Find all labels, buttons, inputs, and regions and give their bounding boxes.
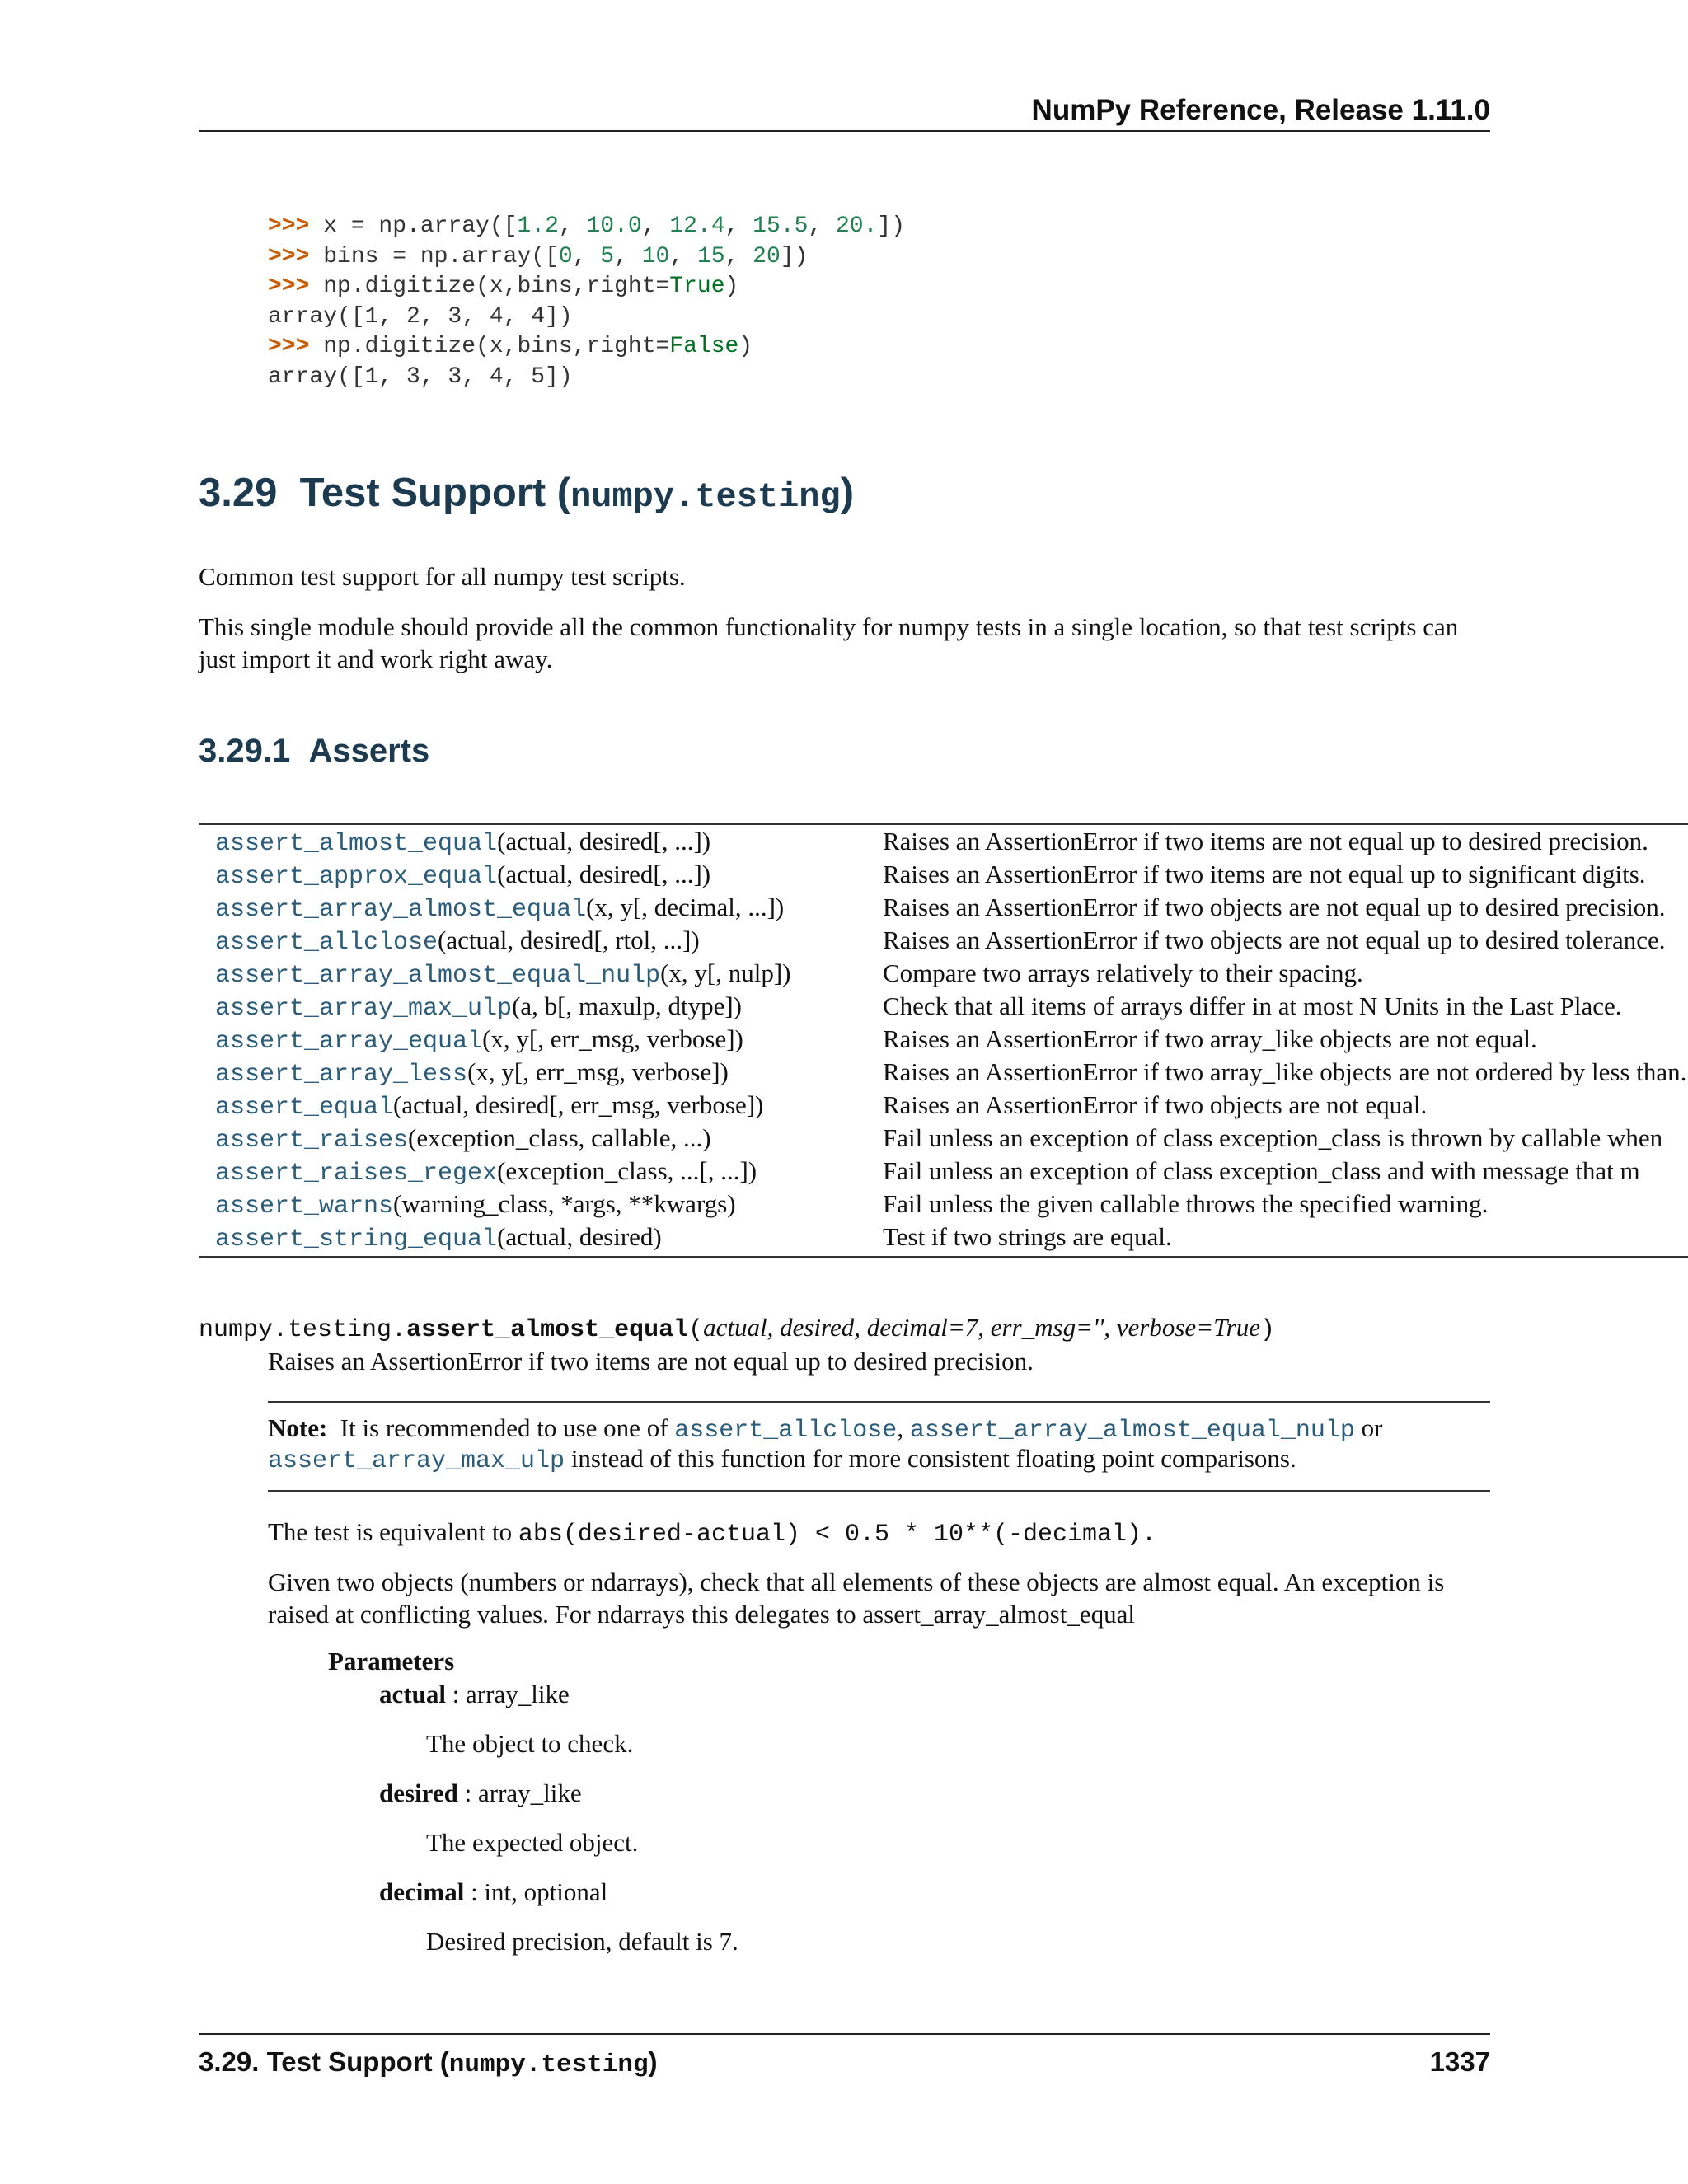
code-text: , xyxy=(572,243,601,269)
code-example xyxy=(268,212,905,393)
code-text: ]) xyxy=(877,213,906,239)
code-line xyxy=(268,332,905,363)
note-link-allclose[interactable]: assert_allclose xyxy=(674,1417,898,1445)
function-args: (actual, desired[, ...]) xyxy=(497,860,711,888)
equivalence-code: abs(desired-actual) < 0.5 * 10**(-decimal). xyxy=(518,1521,1157,1549)
code-text: , xyxy=(724,243,753,269)
signature-params: actual, desired, decimal=7, err_msg='', verbose=True xyxy=(703,1313,1260,1342)
note-label: Note: xyxy=(268,1413,328,1442)
section-intro: Common test support for all numpy test scripts. xyxy=(199,562,686,591)
section-heading xyxy=(199,466,854,523)
equivalence-label: The test is equivalent to xyxy=(268,1517,518,1546)
code-number: 1.2 xyxy=(517,213,559,239)
note-text: or xyxy=(1354,1413,1383,1442)
function-link[interactable]: assert_array_less xyxy=(215,1061,468,1089)
code-keyword: True xyxy=(669,274,725,300)
signature-close: ) xyxy=(1259,1316,1275,1344)
function-desc: Test if two strings are equal. xyxy=(883,1222,1172,1251)
param-name: actual xyxy=(379,1680,446,1708)
function-desc: Check that all items of arrays differ in at most N Units in the Last Place. xyxy=(883,991,1622,1020)
code-text: ) xyxy=(738,334,753,360)
function-args: (warning_class, *args, **kwargs) xyxy=(393,1189,736,1218)
function-args: (x, y[, nulp]) xyxy=(660,958,791,987)
parameters-heading: Parameters xyxy=(328,1647,455,1675)
signature-open: ( xyxy=(688,1316,704,1344)
signature-name: assert_almost_equal xyxy=(406,1316,689,1344)
section-title: Test Support ( xyxy=(299,471,571,515)
note-sep: , xyxy=(897,1413,910,1442)
function-args: (x, y[, decimal, ...]) xyxy=(586,893,785,921)
note-text: instead of this function for more consistent floating point comparisons. xyxy=(565,1444,1296,1473)
page-footer xyxy=(199,2033,1490,2084)
code-text: ) xyxy=(724,274,739,300)
header-title: NumPy Reference, Release 1.11.0 xyxy=(1031,94,1490,126)
section-close: ) xyxy=(840,471,855,515)
code-number: 15.5 xyxy=(753,213,809,239)
function-link[interactable]: assert_equal xyxy=(215,1094,394,1122)
footer-section xyxy=(199,2046,658,2079)
param-desired xyxy=(379,1777,582,1810)
function-desc: Raises an AssertionError if two array_like objects are not ordered by less than. xyxy=(883,1057,1687,1086)
section-number: 3.29 xyxy=(199,471,278,515)
function-args: (actual, desired[, ...]) xyxy=(497,827,711,855)
asserts-table xyxy=(199,823,1688,1258)
function-args: (actual, desired) xyxy=(497,1222,662,1251)
code-output: array([1, 2, 3, 4, 4]) xyxy=(268,303,573,330)
code-keyword: False xyxy=(669,334,739,360)
function-args: (actual, desired[, err_msg, verbose]) xyxy=(393,1090,764,1119)
prompt: >>> xyxy=(268,243,310,269)
code-line xyxy=(268,272,905,302)
subsection-heading xyxy=(199,729,429,772)
note-text: It is recommended to use one of xyxy=(340,1413,675,1442)
prompt: >>> xyxy=(268,334,310,360)
code-text: , xyxy=(641,213,670,239)
section-module: numpy.testing xyxy=(570,477,841,517)
function-args: (exception_class, ...[, ...]) xyxy=(497,1156,757,1185)
function-link[interactable]: assert_warns xyxy=(215,1193,394,1221)
function-link[interactable]: assert_approx_equal xyxy=(215,863,498,891)
function-link[interactable]: assert_array_equal xyxy=(215,1028,483,1056)
param-decimal xyxy=(379,1876,607,1909)
function-desc: Raises an AssertionError if two objects are not equal up to desired precision. xyxy=(883,893,1666,921)
param-type: : int, optional xyxy=(464,1877,608,1906)
function-link[interactable]: assert_allclose xyxy=(215,929,438,957)
param-type: : array_like xyxy=(457,1779,582,1807)
page-number: 1337 xyxy=(1429,2046,1490,2077)
code-number: 20. xyxy=(835,213,878,239)
code-text: bins = np.array([ xyxy=(309,243,559,269)
param-actual xyxy=(379,1678,570,1711)
function-link[interactable]: assert_array_almost_equal xyxy=(215,896,587,924)
code-line xyxy=(268,212,905,242)
running-header xyxy=(199,91,1490,132)
function-desc: Compare two arrays relatively to their spacing. xyxy=(883,958,1363,987)
function-args: (a, b[, maxulp, dtype]) xyxy=(512,991,742,1020)
param-description: The expected object. xyxy=(426,1828,639,1857)
function-summary: Raises an AssertionError if two items are not equal up to desired precision. xyxy=(268,1347,1034,1376)
function-desc: Fail unless an exception of class exception_class is thrown by callable when xyxy=(883,1123,1663,1152)
code-number: 5 xyxy=(600,243,615,269)
code-number: 10 xyxy=(641,243,670,269)
code-number: 0 xyxy=(558,243,573,269)
function-desc: Raises an AssertionError if two objects are not equal up to desired tolerance. xyxy=(883,926,1666,954)
function-desc: Fail unless an exception of class exception_class and with message that m xyxy=(883,1156,1640,1185)
prompt: >>> xyxy=(268,213,310,239)
function-link[interactable]: assert_array_max_ulp xyxy=(215,995,513,1023)
function-link[interactable]: assert_almost_equal xyxy=(215,830,498,858)
code-number: 20 xyxy=(753,243,781,269)
section-description: This single module should provide all the common functionality for numpy tests in a single location, so that test scripts can just import it and work right away. xyxy=(199,612,1459,673)
function-args: (exception_class, callable, ...) xyxy=(408,1123,711,1152)
function-link[interactable]: assert_string_equal xyxy=(215,1226,498,1254)
footer-section-title: 3.29. Test Support ( xyxy=(199,2046,449,2077)
footer-close: ) xyxy=(648,2046,658,2077)
description-text: Given two objects (numbers or ndarrays), check that all elements of these objects are almost equal. An exception is raised at conflicting values. For ndarrays this delegates to assert_array_almost_equal xyxy=(268,1568,1445,1629)
function-desc: Raises an AssertionError if two array_like objects are not equal. xyxy=(883,1024,1537,1053)
note-link-nulp[interactable]: assert_array_almost_equal_nulp xyxy=(909,1417,1355,1445)
function-link[interactable]: assert_raises xyxy=(215,1127,409,1155)
param-description: Desired precision, default is 7. xyxy=(426,1927,738,1956)
code-text: np.digitize(x,bins,right= xyxy=(309,334,670,360)
note-box xyxy=(268,1401,1490,1492)
signature-module: numpy.testing. xyxy=(199,1316,407,1344)
code-text: , xyxy=(614,243,642,269)
code-number: 10.0 xyxy=(586,213,642,239)
code-text: , xyxy=(669,243,697,269)
function-link[interactable]: assert_raises_regex xyxy=(215,1160,498,1188)
function-args: (x, y[, err_msg, verbose]) xyxy=(467,1057,729,1086)
note-link-max-ulp[interactable]: assert_array_max_ulp xyxy=(268,1447,565,1475)
function-desc: Raises an AssertionError if two items are not equal up to significant digits. xyxy=(883,860,1646,888)
code-text: x = np.array([ xyxy=(309,213,518,239)
code-text: ]) xyxy=(780,243,809,269)
function-desc: Raises an AssertionError if two items are not equal up to desired precision. xyxy=(883,827,1648,855)
param-name: desired xyxy=(379,1779,458,1807)
function-args: (x, y[, err_msg, verbose]) xyxy=(482,1024,743,1053)
function-desc: Fail unless the given callable throws the specified warning. xyxy=(883,1189,1489,1218)
equivalence-text xyxy=(268,1516,1490,1551)
code-number: 12.4 xyxy=(669,213,725,239)
prompt: >>> xyxy=(268,274,310,300)
subsection-title: Asserts xyxy=(308,733,430,769)
code-number: 15 xyxy=(696,243,725,269)
param-type: : array_like xyxy=(445,1680,570,1708)
code-text: np.digitize(x,bins,right= xyxy=(309,274,670,300)
code-output: array([1, 3, 3, 4, 5]) xyxy=(268,363,573,390)
function-desc: Raises an AssertionError if two objects are not equal. xyxy=(883,1090,1428,1119)
function-signature xyxy=(199,1311,1275,1347)
subsection-number: 3.29.1 xyxy=(199,733,291,769)
function-link[interactable]: assert_array_almost_equal_nulp xyxy=(215,962,661,990)
code-text: , xyxy=(724,213,753,239)
code-text: , xyxy=(558,213,587,239)
param-description: The object to check. xyxy=(426,1729,634,1758)
code-line xyxy=(268,242,905,273)
param-name: decimal xyxy=(379,1877,465,1906)
code-text: , xyxy=(808,213,836,239)
footer-module: numpy.testing xyxy=(448,2050,649,2079)
function-args: (actual, desired[, rtol, ...]) xyxy=(438,926,700,954)
